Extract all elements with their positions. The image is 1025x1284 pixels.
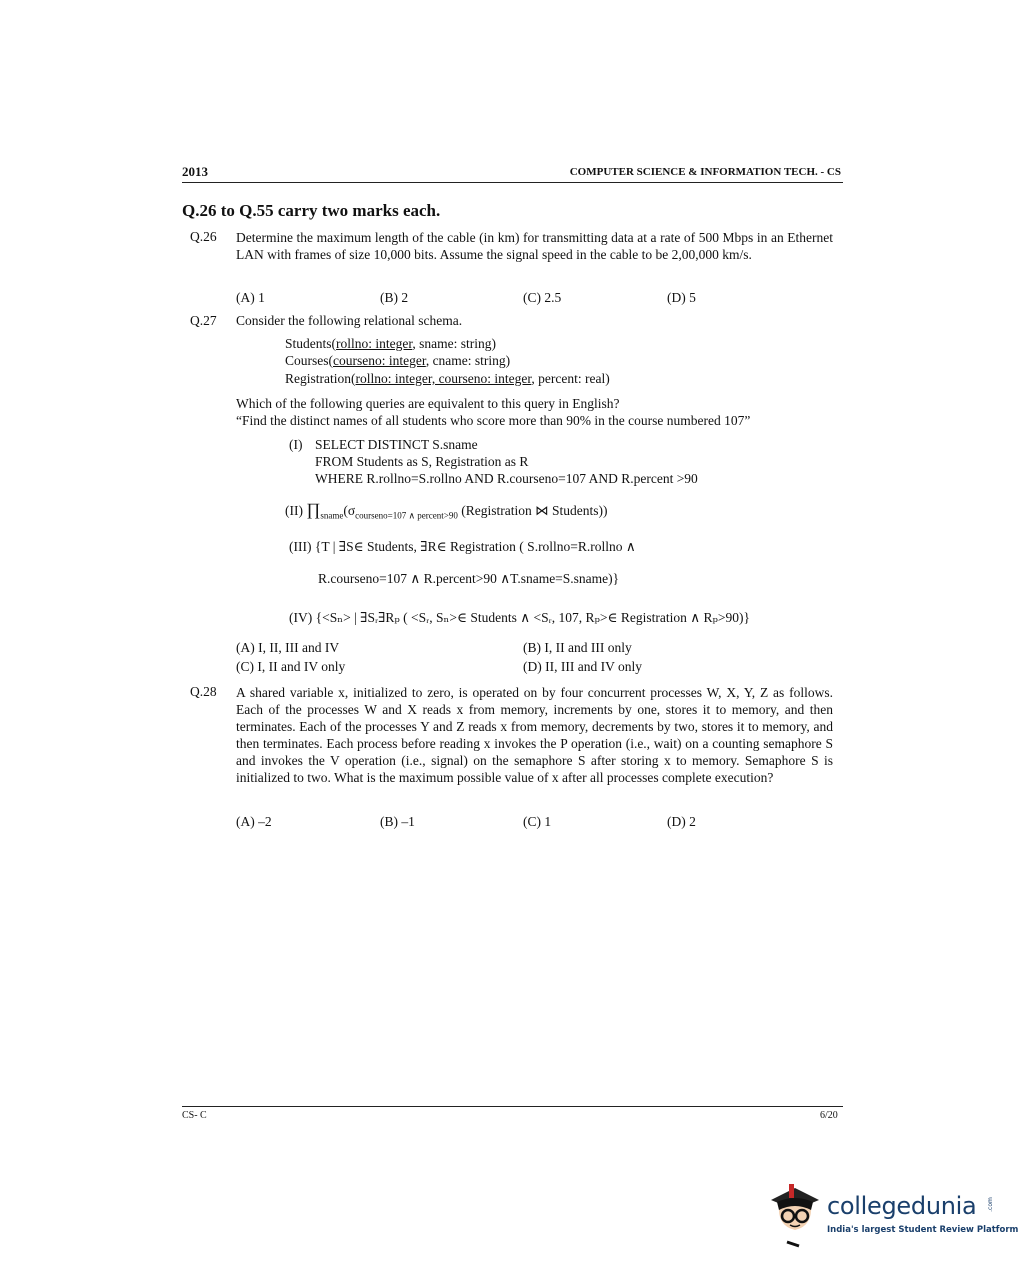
q28-number: Q.28 — [190, 684, 217, 699]
q28-text: A shared variable x, initialized to zero, is operated on by four concurrent processes W, X, Y, Z as follows. Each of the processes W and X reads x from memory, increments by one, stores it to memory, and then terminates. Each of the processes Y and Z reads x from memory, decrements by two, stores it to memory, and then terminates. Each process before reading x invokes the P operation (i.e., wait) on a counting semaphore S and invokes the V operation (i.e., signal) on the semaphore S after storing x to memory. Semaphore S is initialized to two. What is the maximum possible value of x after all processes complete execution? — [236, 685, 833, 785]
collegedunia-logo-icon — [765, 1180, 823, 1250]
q27-option-b: (B) I, II and III only — [523, 640, 632, 655]
collegedunia-tagline: India's largest Student Review Platform — [827, 1225, 1019, 1235]
schema-registration-name: Registration( — [285, 371, 356, 386]
q26-number: Q.26 — [190, 229, 217, 244]
query-ii-paren: ( — [343, 503, 348, 518]
q27-option-a: (A) I, II, III and IV — [236, 640, 340, 655]
query-ii-pi-sub: sname — [320, 510, 344, 521]
query-ii-rest: (Registration ⋈ Students)) — [457, 503, 608, 518]
q28-option-d: (D) 2 — [667, 814, 696, 829]
query-iv-text: {<Sₙ> | ∃Sᵣ∃Rₚ ( <Sᵣ, Sₙ>∈ Students ∧ <Sᵣ, 107, Rₚ>∈ Registration ∧ Rₚ>90)} — [315, 610, 750, 625]
q28-option-b: (B) –1 — [380, 814, 415, 829]
header-subject: COMPUTER SCIENCE & INFORMATION TECH. - CS — [569, 166, 841, 178]
schema-courses — [285, 353, 510, 369]
collegedunia-logo-text: collegedunia — [827, 1192, 977, 1220]
schema-registration — [285, 371, 610, 387]
q27-intro: Consider the following relational schema. — [236, 313, 463, 328]
q28-option-a: (A) –2 — [236, 814, 272, 829]
collegedunia-logo-com: .com — [986, 1197, 994, 1212]
schema-registration-rest: , percent: real) — [531, 371, 610, 386]
schema-students — [285, 336, 496, 352]
query-iii-label: (III) — [289, 539, 312, 554]
query-ii-pi: ∏ — [306, 500, 321, 519]
query-i-line1: SELECT DISTINCT S.sname — [315, 437, 478, 452]
schema-courses-name: Courses( — [285, 353, 333, 368]
q26-option-d: (D) 5 — [667, 290, 696, 305]
query-ii — [285, 500, 607, 522]
q27-option-c: (C) I, II and IV only — [236, 659, 346, 674]
schema-registration-key: rollno: integer, courseno: integer — [355, 371, 532, 386]
header-year: 2013 — [182, 164, 208, 179]
query-ii-label: (II) — [285, 503, 303, 518]
q27-question-line1: Which of the following queries are equivalent to this query in English? — [236, 396, 620, 411]
schema-courses-rest: , cname: string) — [425, 353, 511, 368]
q28-option-c: (C) 1 — [523, 814, 552, 829]
footer-rule — [182, 1106, 843, 1107]
q26-option-a: (A) 1 — [236, 290, 265, 305]
query-i-line2: FROM Students as S, Registration as R — [315, 454, 529, 469]
schema-students-name: Students( — [285, 336, 337, 351]
q27-question-line2: “Find the distinct names of all students who score more than 90% in the course numbered 107” — [236, 413, 751, 428]
query-iii — [289, 539, 636, 555]
schema-students-key: rollno: integer — [336, 336, 413, 351]
q27-number: Q.27 — [190, 313, 217, 328]
section-title: Q.26 to Q.55 carry two marks each. — [182, 201, 441, 220]
q26-option-c: (C) 2.5 — [523, 290, 562, 305]
query-iv — [289, 610, 750, 626]
footer-left: CS- C — [182, 1110, 207, 1121]
q26-option-b: (B) 2 — [380, 290, 409, 305]
q27-option-d: (D) II, III and IV only — [523, 659, 642, 674]
schema-students-rest: , sname: string) — [412, 336, 496, 351]
q26-text: Determine the maximum length of the cable (in km) for transmitting data at a rate of 500 Mbps in an Ethernet LAN with frames of size 10,000 bits. Assume the signal speed in the cable to be 2,00,000 km/s. — [236, 230, 833, 262]
query-iv-label: (IV) — [289, 610, 313, 625]
query-iii-line1: {T | ∃S∈ Students, ∃R∈ Registration ( S.rollno=R.rollno ∧ — [314, 539, 636, 554]
header-rule — [182, 182, 843, 183]
footer-page-number: 6/20 — [820, 1110, 838, 1121]
query-i-label: (I) — [289, 437, 303, 452]
schema-courses-key: courseno: integer — [333, 353, 426, 368]
query-ii-sigma: σ — [347, 503, 356, 518]
query-iii-line2: R.courseno=107 ∧ R.percent>90 ∧T.sname=S.sname)} — [318, 571, 620, 586]
query-i-line3: WHERE R.rollno=S.rollno AND R.courseno=107 AND R.percent >90 — [315, 471, 698, 486]
query-ii-sigma-sub: courseno=107 ∧ percent>90 — [355, 510, 458, 521]
